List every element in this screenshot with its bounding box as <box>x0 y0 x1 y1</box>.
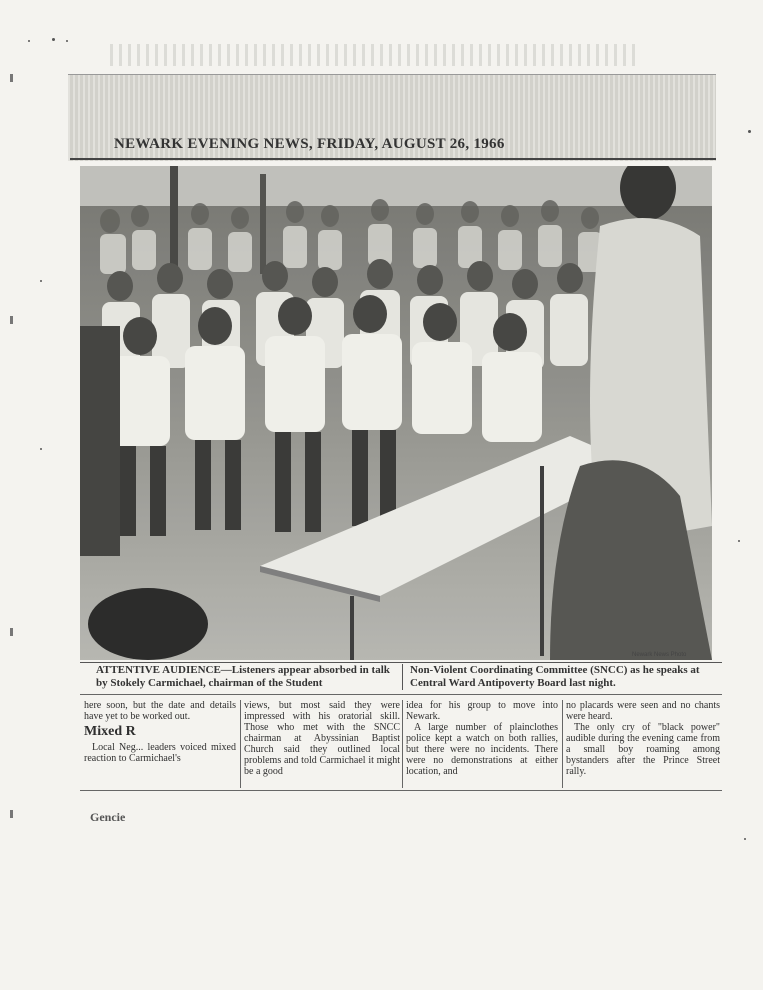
caption-divider <box>402 664 403 690</box>
article-paragraph: no placards were seen and no chants were heard. <box>566 700 720 722</box>
article-bottom-rule <box>80 790 722 791</box>
masthead: NEWARK EVENING NEWS, FRIDAY, AUGUST 26, 1966 <box>114 136 505 152</box>
column-divider <box>402 700 403 788</box>
article-top-rule <box>80 694 722 695</box>
article-paragraph: The only cry of "black power" audible during the evening came from a small boy roaming among bystanders after the Prince Street rally. <box>566 722 720 777</box>
scan-speck <box>28 40 30 42</box>
photo-caption-right: Non-Violent Coordinating Committee (SNCC) as he speaks at Central Ward Antipoverty Board last night. <box>410 664 700 689</box>
article-column-4 <box>566 700 720 777</box>
article-column-3 <box>406 700 558 777</box>
article-subhead: Mixed R <box>84 724 136 739</box>
article-paragraph: here soon, but the date and details have yet to be worked out. <box>84 700 236 722</box>
scan-speck <box>744 838 746 840</box>
scan-speck <box>40 448 42 450</box>
column-divider <box>562 700 563 788</box>
article-paragraph: idea for his group to move into Newark. <box>406 700 558 722</box>
article-column-1 <box>84 700 236 764</box>
caption-rule <box>80 662 722 663</box>
article-paragraph: views, but most said they were impressed with his oratorial skill. Those who met with the SNCC chairman at Abyssinian Baptist Church said they outlined local problems and told Carmichael it might be a good <box>244 700 400 777</box>
scan-speck <box>40 280 42 282</box>
margin-mark <box>10 74 13 82</box>
scan-speck <box>66 40 68 42</box>
scan-noise-band <box>110 44 640 66</box>
audience-photo-illustration <box>80 166 712 660</box>
masthead-rule <box>70 158 716 160</box>
scan-speck <box>52 38 55 41</box>
photo-credit: Newark News Photo <box>632 652 687 658</box>
article-paragraph: A large number of plainclothes police kept a watch on both rallies, but there were no incidents. There were no demonstrations at either location, and <box>406 722 558 777</box>
footer-fragment: Gencie <box>90 810 126 824</box>
margin-mark <box>10 628 13 636</box>
news-photo <box>80 166 712 660</box>
article-column-2 <box>244 700 400 777</box>
margin-mark <box>10 810 13 818</box>
margin-mark <box>10 316 13 324</box>
scan-speck <box>738 540 740 542</box>
photo-caption-left: ATTENTIVE AUDIENCE—Listeners appear absorbed in talk by Stokely Carmichael, chairman of the Student <box>96 664 390 689</box>
column-divider <box>240 700 241 788</box>
article-paragraph: Local Neg... leaders voiced mixed reaction to Carmichael's <box>84 742 236 764</box>
scan-speck <box>748 130 751 133</box>
